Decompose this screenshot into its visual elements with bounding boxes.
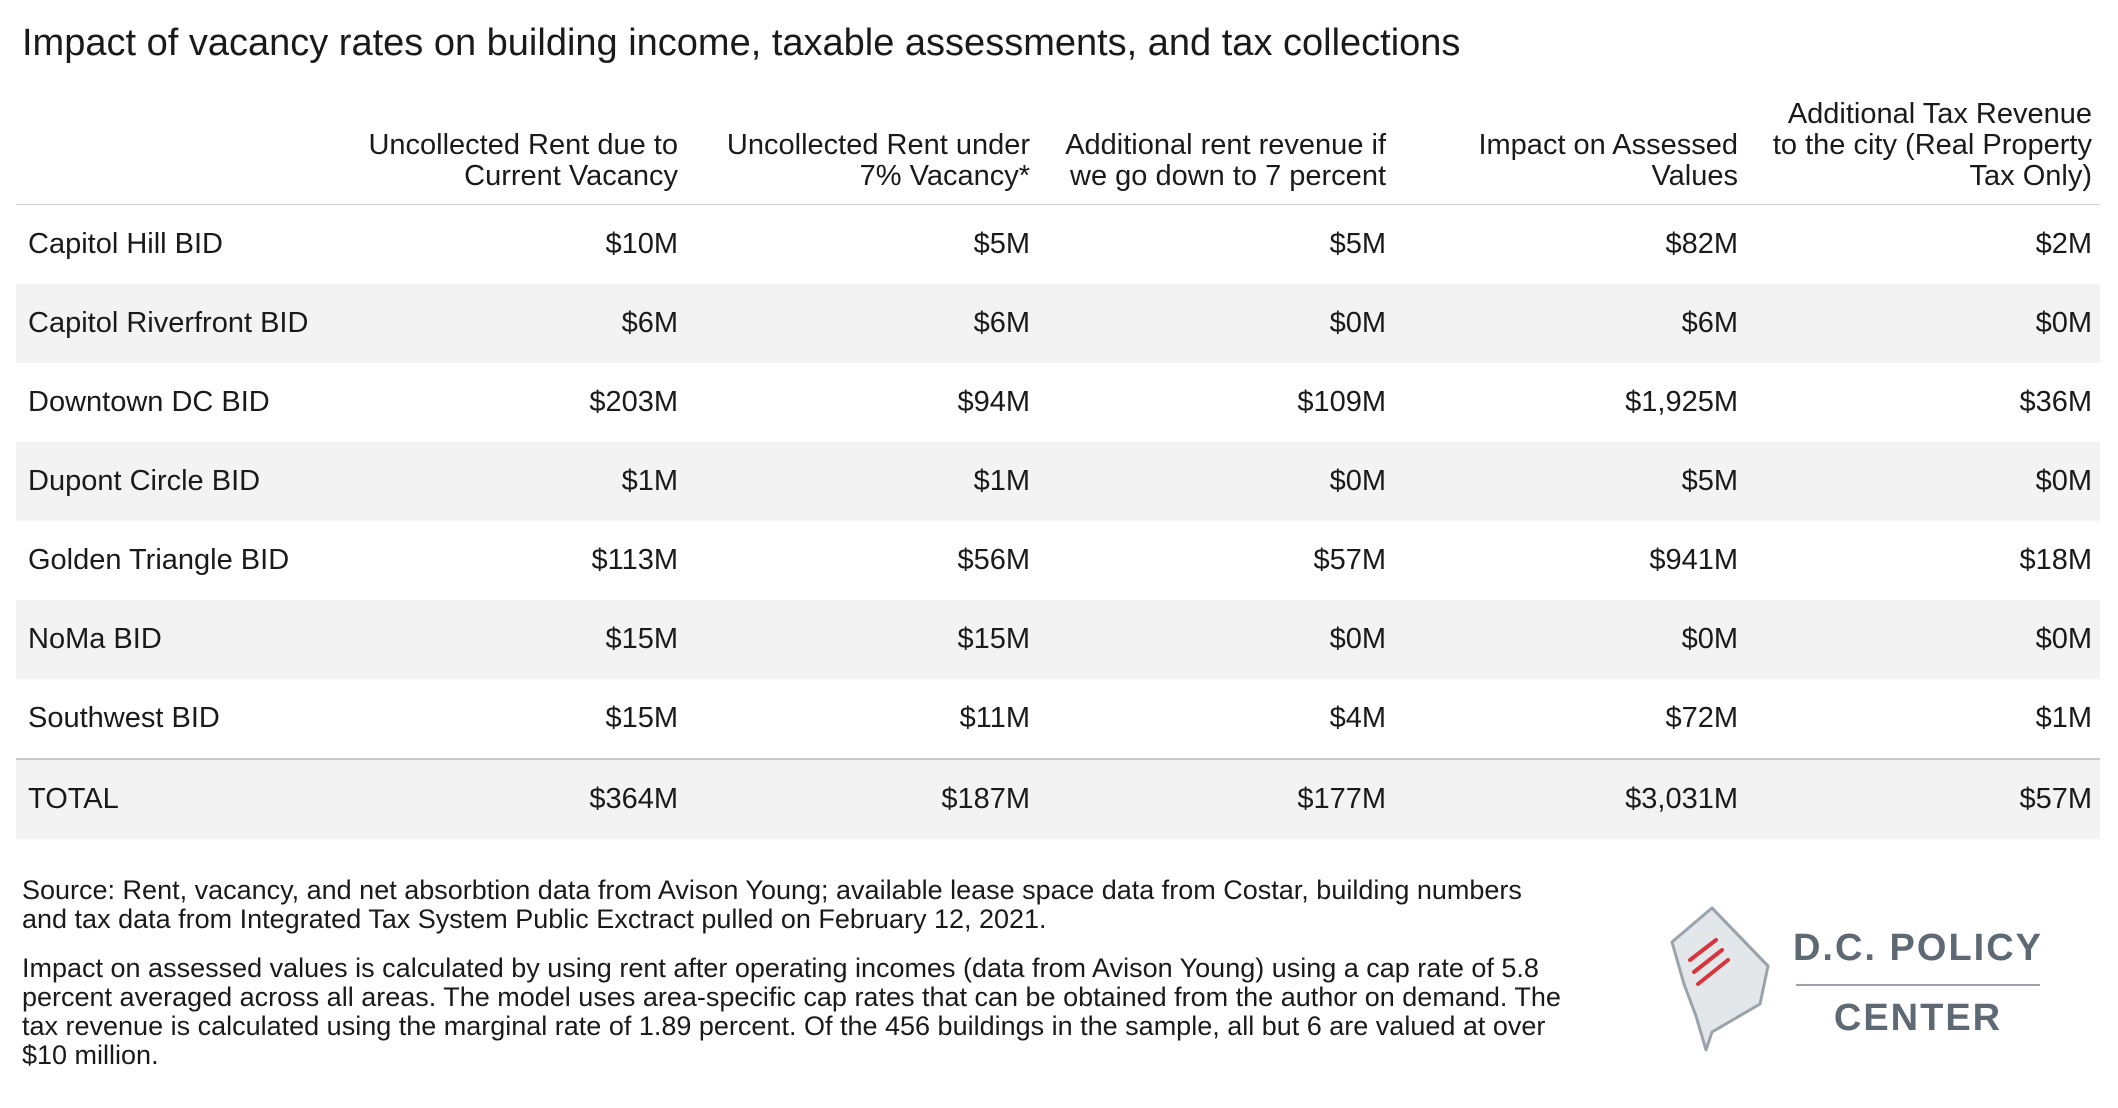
table-row [16,521,2100,600]
table-cell: $5M [1329,228,1386,260]
column-header-line: to the city (Real Property [1772,129,2092,161]
logo-divider [1796,984,2040,986]
table-cell: $6M [1394,284,1746,363]
table-cell: $10M [605,228,678,260]
table-cell: $0M [1038,284,1394,363]
notes [22,876,1562,1090]
table-cell: $15M [296,600,686,679]
row-label: Capitol Hill BID [28,228,223,260]
row-label: Golden Triangle BID [28,544,290,576]
column-header-line: Current Vacancy [464,160,678,192]
column-header-label [16,98,296,205]
table-cell: $109M [1297,386,1386,418]
column-header-line: Values [1651,160,1738,192]
table-cell: $36M [2019,386,2092,418]
table-cell: $941M [1649,544,1738,576]
logo-line2: CENTER [1833,997,2003,1039]
row-label: Downtown DC BID [28,386,270,418]
table-cell: $82M [1665,228,1738,260]
table-cell: $11M [959,702,1030,734]
total-cell: $57M [1746,759,2100,839]
data-table [16,98,2100,839]
table-cell: $0M [1038,600,1394,679]
dc-shape [1672,908,1768,1050]
table-cell: $57M [1313,544,1386,576]
total-cell: $364M [296,759,686,839]
table-cell: $5M [1394,442,1746,521]
column-header [1394,98,1746,205]
table-cell: $6M [686,284,1038,363]
table-cell: $0M [1394,600,1746,679]
table-cell: $15M [686,600,1038,679]
table-cell: $72M [1665,702,1738,734]
chart-title: Impact of vacancy rates on building income, taxable assessments, and tax collections [22,22,1461,64]
column-header-line: Uncollected Rent due to [368,129,678,161]
column-header-line: Impact on Assessed [1478,129,1738,161]
column-header-line: Uncollected Rent under [726,129,1030,161]
column-header-line: we go down to 7 percent [1070,160,1386,192]
column-header-line: Additional Tax Revenue [1787,98,2092,130]
column-header [296,98,686,205]
table-cell: $4M [1329,702,1386,734]
table-cell: $18M [2019,544,2092,576]
table-cell: $94M [957,386,1030,418]
table-cell: $1M [686,442,1038,521]
table-cell: $203M [589,386,678,418]
table-cell: $0M [1746,600,2100,679]
table-row [16,600,2100,679]
table-cell: $1M [296,442,686,521]
total-row [16,759,2100,839]
row-label: Southwest BID [28,702,220,734]
column-header [1038,98,1394,205]
table-cell: $15M [605,702,678,734]
table-header-row [16,98,2100,205]
table-cell: $56M [957,544,1030,576]
column-header-line: Tax Only) [1969,160,2092,192]
row-label: Dupont Circle BID [16,442,296,521]
table-cell: $5M [973,228,1030,260]
table-body [16,205,2100,840]
table-row [16,363,2100,442]
row-label: Capitol Riverfront BID [16,284,296,363]
row-label: NoMa BID [16,600,296,679]
table-cell: $1M [2035,702,2092,734]
column-header-line: 7% Vacancy* [859,160,1030,192]
method-note: Impact on assessed values is calculated by using rent after operating incomes (data from Avison Young) using a cap rate of 5.8 percent averaged across all areas. The model uses area-specific cap rates that can be obtained from the author on demand. The tax revenue is calculated using the marginal rate of 1.89 percent. Of the 456 buildings in the sample, all but 6 are valued at over $10 million. [22,953,1561,1070]
table-cell: $6M [296,284,686,363]
total-cell: $187M [686,759,1038,839]
table-cell: $0M [1746,284,2100,363]
total-cell: $3,031M [1394,759,1746,839]
table-cell: $0M [1038,442,1394,521]
total-cell: $177M [1038,759,1394,839]
source-note: Source: Rent, vacancy, and net absorbtion data from Avison Young; available lease space data from Costar, building numbers and tax data from Integrated Tax System Public Exctract pulled on February 12, 2021. [22,875,1522,934]
column-header [686,98,1038,205]
table-cell: $0M [1746,442,2100,521]
total-label: TOTAL [16,759,296,839]
logo-line1: D.C. POLICY [1792,927,2044,969]
table-row [16,679,2100,759]
table-row [16,284,2100,363]
table-row [16,205,2100,285]
table-cell: $2M [2035,228,2092,260]
table-row [16,442,2100,521]
table-cell: $1,925M [1625,386,1738,418]
logo-wordmark [1788,926,2048,1040]
column-header-line: Additional rent revenue if [1065,129,1386,161]
table-cell: $113M [591,544,678,576]
column-header [1746,98,2100,205]
